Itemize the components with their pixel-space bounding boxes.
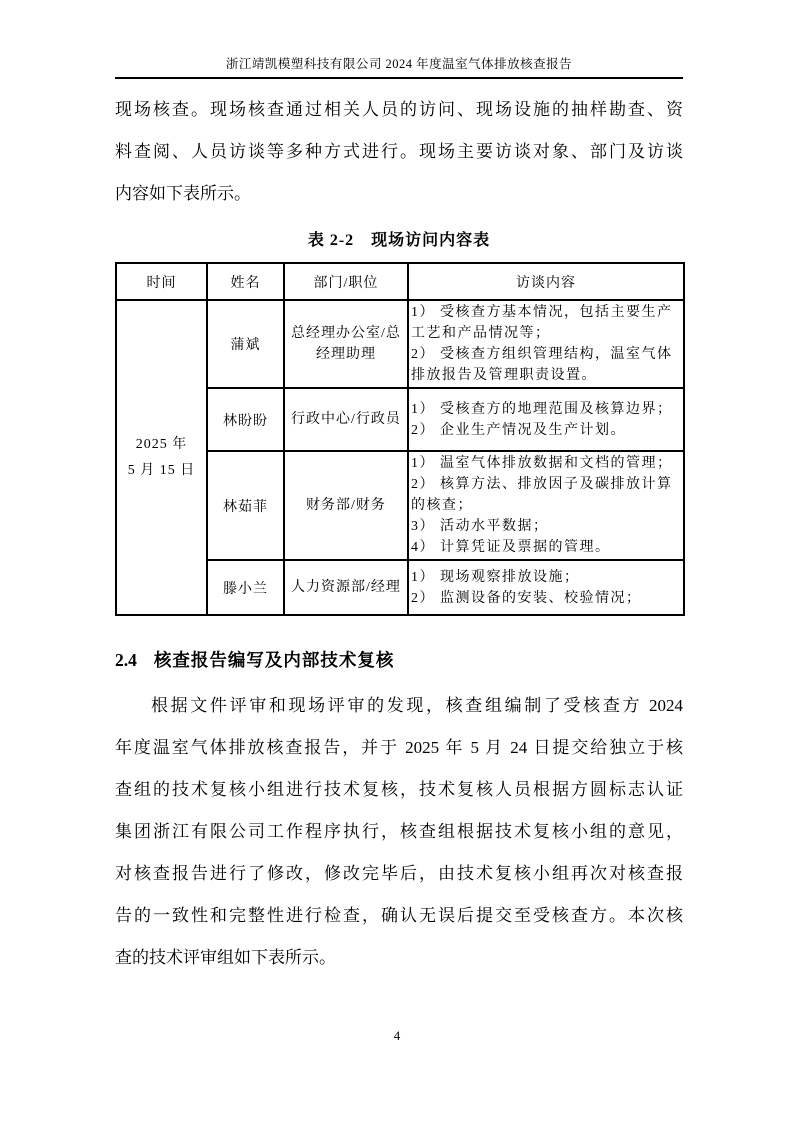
content-cell bbox=[408, 388, 684, 451]
section-heading-2-4 bbox=[115, 646, 683, 674]
body-line: 年度温室气体排放核查报告，并于 2025 年 5 月 24 日提交给独立于核 bbox=[115, 738, 683, 757]
name-cell: 林盼盼 bbox=[207, 388, 284, 451]
table-header-row bbox=[116, 263, 684, 300]
body-line: 查组的技术复核小组进行技术复核，技术复核人员根据方圆标志认证 bbox=[115, 780, 683, 799]
column-header-content: 访谈内容 bbox=[408, 263, 684, 300]
table-row bbox=[116, 300, 684, 388]
site-visit-table bbox=[115, 262, 685, 616]
dept-cell: 财务部/财务 bbox=[284, 451, 408, 560]
section-title: 核查报告编写及内部技术复核 bbox=[153, 650, 395, 670]
paragraph-report-review bbox=[115, 685, 683, 979]
time-cell bbox=[116, 300, 207, 615]
interview-item: 4） 计算凭证及票据的管理。 bbox=[411, 540, 611, 555]
content-cell bbox=[408, 451, 684, 560]
body-line: 料查阅、人员访谈等多种方式进行。现场主要访谈对象、部门及访谈 bbox=[115, 142, 683, 161]
body-line: 告的一致性和完整性进行检查，确认无误后提交至受核查方。本次核 bbox=[115, 906, 683, 925]
body-line: 根据文件评审和现场评审的发现，核查组编制了受核查方 2024 bbox=[151, 696, 683, 715]
interview-item: 2） 企业生产情况及生产计划。 bbox=[411, 422, 626, 438]
interview-item: 2） 核算方法、排放因子及碳排放计算的核查； bbox=[411, 477, 673, 513]
content-cell bbox=[408, 300, 684, 388]
column-header-name: 姓名 bbox=[207, 263, 284, 300]
page-number: 4 bbox=[393, 1028, 401, 1043]
dept-cell: 行政中心/行政员 bbox=[284, 388, 408, 451]
interview-item: 1） 现场观察排放设施； bbox=[411, 569, 580, 585]
header-divider bbox=[115, 77, 683, 79]
time-line: 2025 年 bbox=[135, 436, 188, 452]
name-cell: 林茹菲 bbox=[207, 451, 284, 560]
name-cell: 滕小兰 bbox=[207, 560, 284, 615]
body-line: 对核查报告进行了修改，修改完毕后，由技术复核小组再次对核查报 bbox=[115, 864, 683, 883]
interview-item: 1） 受核查方基本情况，包括主要生产工艺和产品情况等； bbox=[411, 305, 673, 341]
name-cell: 蒲斌 bbox=[207, 300, 284, 388]
section-number: 2.4 bbox=[115, 650, 137, 670]
column-header-time: 时间 bbox=[116, 263, 207, 300]
page-header-title: 浙江靖凯模塑科技有限公司 2024 年度温室气体排放核查报告 bbox=[225, 57, 573, 71]
body-line: 集团浙江有限公司工作程序执行，核查组根据技术复核小组的意见， bbox=[115, 822, 683, 841]
table-caption: 表 2-2 现场访问内容表 bbox=[307, 232, 491, 249]
interview-item: 1） 温室气体排放数据和文档的管理； bbox=[411, 456, 673, 471]
column-header-dept: 部门/职位 bbox=[284, 263, 408, 300]
paragraph-site-verification bbox=[115, 89, 683, 215]
body-line: 现场核查。现场核查通过相关人员的访问、现场设施的抽样勘查、资 bbox=[115, 100, 683, 119]
interview-item: 2） 监测设备的安装、校验情况； bbox=[411, 590, 642, 606]
content-cell bbox=[408, 560, 684, 615]
dept-cell: 总经理办公室/总经理助理 bbox=[284, 300, 408, 388]
interview-item: 2） 受核查方组织管理结构，温室气体排放报告及管理职责设置。 bbox=[411, 347, 673, 383]
body-line: 查的技术评审组如下表所示。 bbox=[115, 948, 336, 967]
body-line: 内容如下表所示。 bbox=[115, 184, 251, 203]
dept-cell: 人力资源部/经理 bbox=[284, 560, 408, 615]
time-line: 5 月 15 日 bbox=[127, 462, 196, 478]
interview-item: 1） 受核查方的地理范围及核算边界； bbox=[411, 401, 673, 417]
interview-item: 3） 活动水平数据； bbox=[411, 519, 549, 534]
